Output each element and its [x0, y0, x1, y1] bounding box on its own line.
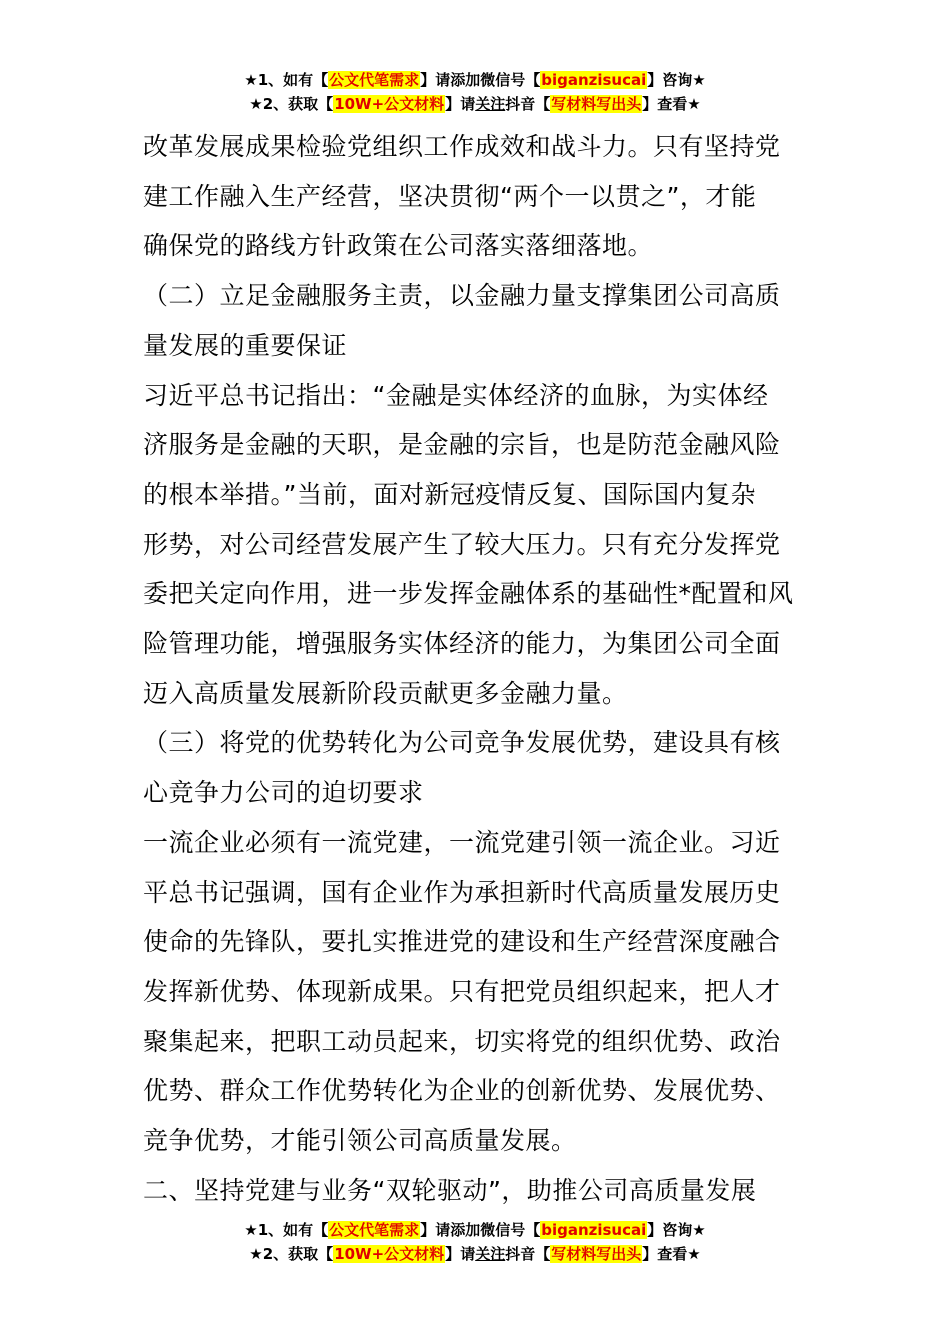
banner-line-2 [0, 92, 950, 116]
text-line: 的根本举措。”当前，面对新冠疫情反复、国际国内复杂 [143, 479, 756, 509]
text-line: 委把关定向作用，进一步发挥金融体系的基础性*配置和风 [143, 579, 794, 609]
banner-text: ★1、如有【 [244, 71, 329, 89]
banner-line-2 [0, 1242, 950, 1266]
banner-text: 】咨询★ [647, 71, 706, 89]
banner-highlight: 10W+公文材料 [334, 95, 445, 113]
banner-text: 】请 [445, 1245, 476, 1263]
banner-line-1 [0, 1218, 950, 1242]
wechat-id-highlight: biganzisucai [541, 71, 647, 89]
section-heading-line: 心竞争力公司的迫切要求 [143, 778, 424, 808]
section-heading-line: 二、坚持党建与业务“双轮驱动”，助推公司高质量发展 [143, 1175, 757, 1205]
text-line: 发挥新优势、体现新成果。只有把党员组织起来，把人才 [143, 976, 781, 1006]
promo-banner-top [0, 68, 950, 116]
text-line: 确保党的路线方针政策在公司落实落细落地。 [143, 231, 654, 261]
banner-highlight: 公文代笔需求 [329, 1221, 420, 1239]
banner-text: 】查看★ [642, 1245, 701, 1263]
banner-line-1 [0, 68, 950, 92]
banner-text: 抖音【 [505, 95, 551, 113]
banner-underlined: 关注 [475, 95, 506, 113]
banner-text: ★2、获取【 [249, 95, 334, 113]
text-line: 竞争优势，才能引领公司高质量发展。 [143, 1126, 577, 1156]
text-line: 聚集起来，把职工动员起来，切实将党的组织优势、政治 [143, 1026, 781, 1056]
banner-text: 】请添加微信号【 [420, 1221, 541, 1239]
text-line: 济服务是金融的天职，是金融的宗旨，也是防范金融风险 [143, 430, 781, 460]
douyin-highlight: 写材料写出头 [551, 95, 642, 113]
banner-text: 抖音【 [505, 1245, 551, 1263]
banner-text: 】查看★ [642, 95, 701, 113]
document-body [143, 122, 807, 1215]
section-heading-line: （二）立足金融服务主责，以金融力量支撑集团公司高质 [143, 281, 781, 311]
banner-text: ★1、如有【 [244, 1221, 329, 1239]
text-line: 一流企业必须有一流党建，一流党建引领一流企业。习近 [143, 827, 781, 857]
text-line: 迈入高质量发展新阶段贡献更多金融力量。 [143, 678, 628, 708]
banner-highlight: 10W+公文材料 [334, 1245, 445, 1263]
douyin-highlight: 写材料写出头 [551, 1245, 642, 1263]
text-line: 建工作融入生产经营，坚决贯彻“两个一以贯之”，才能 [143, 181, 757, 211]
text-line: 险管理功能，增强服务实体经济的能力，为集团公司全面 [143, 629, 781, 659]
wechat-id-highlight: biganzisucai [541, 1221, 647, 1239]
text-line: 改革发展成果检验党组织工作成效和战斗力。只有坚持党 [143, 132, 781, 161]
banner-text: 】请添加微信号【 [420, 71, 541, 89]
banner-highlight: 公文代笔需求 [329, 71, 420, 89]
text-line: 平总书记强调，国有企业作为承担新时代高质量发展历史 [143, 877, 781, 907]
banner-text: 】请 [445, 95, 476, 113]
promo-banner-bottom [0, 1218, 950, 1266]
banner-text: 】咨询★ [647, 1221, 706, 1239]
banner-text: ★2、获取【 [249, 1245, 334, 1263]
text-line: 形势，对公司经营发展产生了较大压力。只有充分发挥党 [143, 529, 781, 559]
text-line: 优势、群众工作优势转化为企业的创新优势、发展优势、 [143, 1076, 781, 1106]
section-heading-line: （三）将党的优势转化为公司竞争发展优势，建设具有核 [143, 728, 781, 758]
section-heading-line: 量发展的重要保证 [143, 330, 348, 360]
banner-underlined: 关注 [475, 1245, 506, 1263]
text-line: 习近平总书记指出：“金融是实体经济的血脉，为实体经 [143, 380, 769, 410]
text-line: 使命的先锋队，要扎实推进党的建设和生产经营深度融合 [143, 927, 781, 957]
